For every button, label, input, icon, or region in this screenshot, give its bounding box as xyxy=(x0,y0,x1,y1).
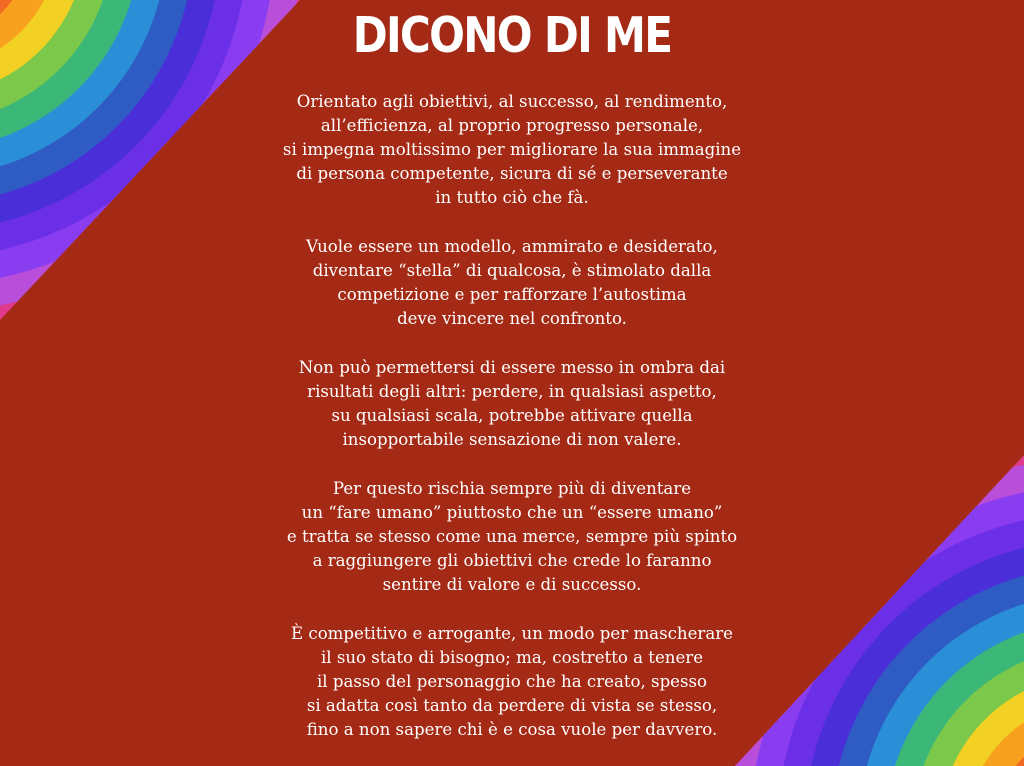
text-line: il passo del personaggio che ha creato, spesso xyxy=(316,672,708,691)
text-line: all’efficienza, al proprio progresso personale, xyxy=(320,116,704,135)
paragraph xyxy=(0,477,1024,597)
text-line: e tratta se stesso come una merce, sempre più spinto xyxy=(286,527,738,546)
text-line: deve vincere nel confronto. xyxy=(397,309,627,328)
body-text xyxy=(0,90,1024,766)
page-title: DICONO DI ME xyxy=(352,7,672,64)
text-line: si impegna moltissimo per migliorare la sua immagine xyxy=(282,140,742,159)
text-line: in tutto ciò che fà. xyxy=(435,188,589,207)
text-line: a raggiungere gli obiettivi che crede lo faranno xyxy=(312,551,712,570)
paragraph xyxy=(0,356,1024,452)
text-line: sentire di valore e di successo. xyxy=(382,575,642,594)
text-line: diventare “stella” di qualcosa, è stimolato dalla xyxy=(312,261,712,280)
text-line: Per questo rischia sempre più di diventare xyxy=(332,479,692,498)
text-line: Non può permettersi di essere messo in ombra dai xyxy=(298,358,726,377)
text-line: fino a non sapere chi è e cosa vuole per davvero. xyxy=(306,720,718,739)
text-line: di persona competente, sicura di sé e perseverante xyxy=(296,164,728,183)
text-line: competizione e per rafforzare l’autostima xyxy=(337,285,687,304)
text-line: È competitivo e arrogante, un modo per mascherare xyxy=(291,624,733,643)
text-line: si adatta così tanto da perdere di vista se stesso, xyxy=(306,696,718,715)
paragraph xyxy=(0,235,1024,331)
text-line: un “fare umano” piuttosto che un “essere umano” xyxy=(301,503,723,522)
text-line: Vuole essere un modello, ammirato e desiderato, xyxy=(306,237,718,256)
text-line: su qualsiasi scala, potrebbe attivare quella xyxy=(331,406,693,425)
text-line: Orientato agli obiettivi, al successo, al rendimento, xyxy=(296,92,728,111)
text-line: insopportabile sensazione di non valere. xyxy=(342,430,682,449)
text-line: risultati degli altri: perdere, in qualsiasi aspetto, xyxy=(307,382,717,401)
text-line: il suo stato di bisogno; ma, costretto a tenere xyxy=(320,648,704,667)
paragraph xyxy=(0,90,1024,210)
paragraph xyxy=(0,622,1024,742)
